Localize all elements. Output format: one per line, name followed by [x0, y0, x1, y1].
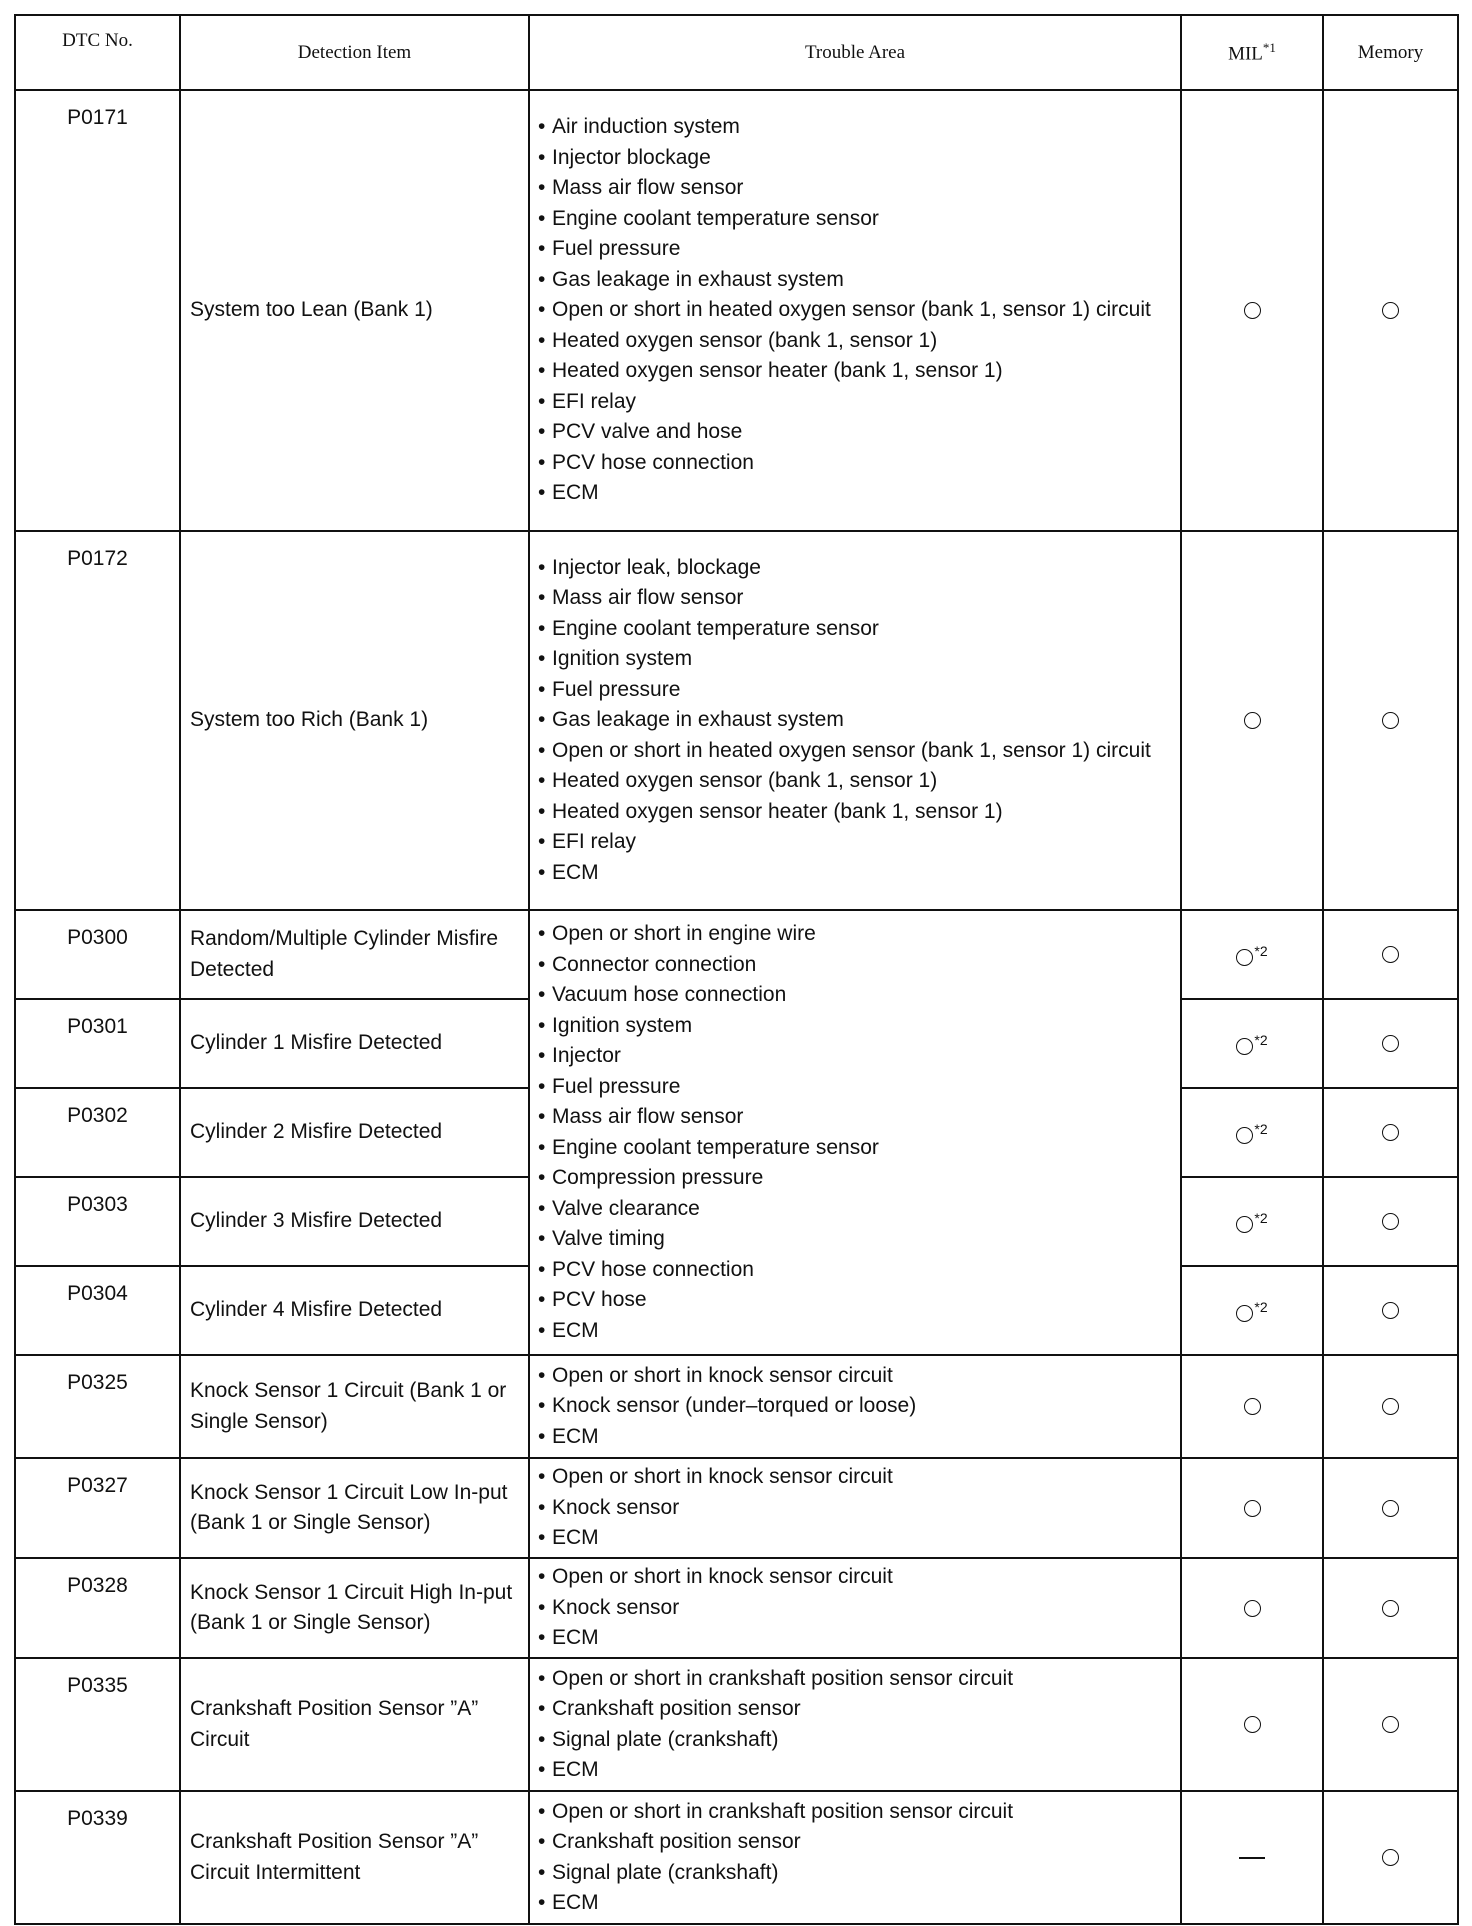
memory-cell [1323, 1458, 1458, 1558]
mil-cell [1181, 1088, 1323, 1177]
trouble-area-item: • Gas leakage in exhaust system [538, 705, 1174, 736]
mil-cell [1181, 1558, 1323, 1658]
dtc-code: P0301 [15, 999, 180, 1088]
trouble-area-item: • Injector [538, 1041, 1174, 1072]
trouble-area-item: • Air induction system [538, 112, 1174, 143]
trouble-area-item: • Injector blockage [538, 143, 1174, 174]
trouble-area-item: • ECM [538, 1523, 1174, 1554]
trouble-area-item: • Connector connection [538, 950, 1174, 981]
trouble-area-item: • Open or short in crankshaft position sensor circuit [538, 1797, 1174, 1828]
circle-mark-icon [1382, 1398, 1399, 1415]
trouble-area-item: • Ignition system [538, 1011, 1174, 1042]
circle-mark-icon [1382, 1213, 1399, 1230]
circle-mark-icon [1382, 1124, 1399, 1141]
trouble-area-item: • ECM [538, 478, 1174, 509]
trouble-area-item: • Crankshaft position sensor [538, 1827, 1174, 1858]
memory-cell [1323, 910, 1458, 999]
trouble-area-item: • Valve clearance [538, 1194, 1174, 1225]
dtc-code: P0339 [15, 1791, 180, 1924]
circle-mark-icon [1382, 302, 1399, 319]
header-mil-note: *1 [1262, 39, 1276, 55]
dtc-table [14, 14, 1459, 1925]
trouble-area-item: • Heated oxygen sensor heater (bank 1, sensor 1) [538, 797, 1174, 828]
memory-cell [1323, 1266, 1458, 1355]
circle-mark-icon [1244, 302, 1261, 319]
trouble-area-item: • Knock sensor (under–torqued or loose) [538, 1391, 1174, 1422]
trouble-area-item: • Open or short in knock sensor circuit [538, 1361, 1174, 1392]
header-row [15, 15, 1458, 90]
dtc-code: P0328 [15, 1558, 180, 1658]
trouble-area [529, 1355, 1181, 1458]
memory-cell [1323, 1658, 1458, 1791]
mil-cell [1181, 910, 1323, 999]
trouble-area-item: • Gas leakage in exhaust system [538, 265, 1174, 296]
mil-cell [1181, 90, 1323, 531]
dtc-code: P0171 [15, 90, 180, 531]
table-row [15, 1658, 1458, 1791]
header-mil-label: MIL [1228, 43, 1263, 65]
table-row [15, 90, 1458, 531]
trouble-area [529, 531, 1181, 910]
trouble-area-item: • Mass air flow sensor [538, 173, 1174, 204]
trouble-area-item: • Fuel pressure [538, 234, 1174, 265]
header-detection-item: Detection Item [180, 15, 529, 90]
circle-mark-icon [1244, 1716, 1261, 1733]
circle-mark-icon [1236, 949, 1253, 966]
mil-cell [1181, 1266, 1323, 1355]
memory-cell [1323, 1355, 1458, 1458]
mil-cell [1181, 1177, 1323, 1266]
circle-mark-icon [1244, 712, 1261, 729]
header-dtc-no: DTC No. [15, 15, 180, 90]
table-row [15, 1355, 1458, 1458]
mil-cell [1181, 1355, 1323, 1458]
trouble-area-item: • Crankshaft position sensor [538, 1694, 1174, 1725]
detection-item: Knock Sensor 1 Circuit (Bank 1 or Single Sensor) [180, 1355, 529, 1458]
table-row [15, 1558, 1458, 1658]
dtc-code: P0327 [15, 1458, 180, 1558]
circle-mark-icon [1236, 1127, 1253, 1144]
header-mil [1181, 15, 1323, 90]
dtc-code: P0304 [15, 1266, 180, 1355]
circle-mark-icon [1382, 1302, 1399, 1319]
trouble-area-item: • Heated oxygen sensor (bank 1, sensor 1) [538, 326, 1174, 357]
trouble-area-item: • Signal plate (crankshaft) [538, 1725, 1174, 1756]
header-memory: Memory [1323, 15, 1458, 90]
trouble-area [529, 1791, 1181, 1924]
detection-item: Random/Multiple Cylinder Misfire Detected [180, 910, 529, 999]
circle-mark-icon [1382, 712, 1399, 729]
trouble-area [529, 1558, 1181, 1658]
footnote-2-mark: *2 [1254, 1299, 1268, 1316]
detection-item: System too Lean (Bank 1) [180, 90, 529, 531]
trouble-area-item: • ECM [538, 858, 1174, 889]
mil-cell [1181, 531, 1323, 910]
mil-cell [1181, 1791, 1323, 1924]
detection-item: Crankshaft Position Sensor ”A” Circuit Intermittent [180, 1791, 529, 1924]
circle-mark-icon [1236, 1038, 1253, 1055]
trouble-area-item: • Knock sensor [538, 1593, 1174, 1624]
memory-cell [1323, 999, 1458, 1088]
mil-cell [1181, 1658, 1323, 1791]
memory-cell [1323, 90, 1458, 531]
circle-mark-icon [1382, 946, 1399, 963]
detection-item: Knock Sensor 1 Circuit High In-put (Bank 1 or Single Sensor) [180, 1558, 529, 1658]
trouble-area-item: • EFI relay [538, 387, 1174, 418]
footnote-2-mark: *2 [1254, 943, 1268, 960]
circle-mark-icon [1244, 1600, 1261, 1617]
detection-item: Crankshaft Position Sensor ”A” Circuit [180, 1658, 529, 1791]
detection-item: Knock Sensor 1 Circuit Low In-put (Bank 1 or Single Sensor) [180, 1458, 529, 1558]
trouble-area-item: • Vacuum hose connection [538, 980, 1174, 1011]
circle-mark-icon [1382, 1849, 1399, 1866]
trouble-area [529, 90, 1181, 531]
trouble-area-item: • Engine coolant temperature sensor [538, 1133, 1174, 1164]
trouble-area-item: • Open or short in heated oxygen sensor (bank 1, sensor 1) circuit [538, 295, 1174, 326]
footnote-2-mark: *2 [1254, 1210, 1268, 1227]
dash-mark [1239, 1857, 1265, 1859]
trouble-area-item: • Fuel pressure [538, 675, 1174, 706]
table-row [15, 1458, 1458, 1558]
dtc-code: P0325 [15, 1355, 180, 1458]
memory-cell [1323, 531, 1458, 910]
trouble-area-item: • Valve timing [538, 1224, 1174, 1255]
trouble-area-item: • Open or short in crankshaft position sensor circuit [538, 1664, 1174, 1695]
dtc-code: P0302 [15, 1088, 180, 1177]
trouble-area-item: • EFI relay [538, 827, 1174, 858]
detection-item: Cylinder 3 Misfire Detected [180, 1177, 529, 1266]
dtc-code: P0172 [15, 531, 180, 910]
trouble-area-item: • Fuel pressure [538, 1072, 1174, 1103]
circle-mark-icon [1382, 1600, 1399, 1617]
memory-cell [1323, 1791, 1458, 1924]
trouble-area-item: • Knock sensor [538, 1493, 1174, 1524]
mil-cell [1181, 999, 1323, 1088]
table-row [15, 531, 1458, 910]
trouble-area-item: • Mass air flow sensor [538, 1102, 1174, 1133]
detection-item: Cylinder 2 Misfire Detected [180, 1088, 529, 1177]
header-trouble-area: Trouble Area [529, 15, 1181, 90]
trouble-area-item: • PCV valve and hose [538, 417, 1174, 448]
trouble-area-item: • Ignition system [538, 644, 1174, 675]
circle-mark-icon [1382, 1500, 1399, 1517]
detection-item: Cylinder 1 Misfire Detected [180, 999, 529, 1088]
trouble-area-item: • ECM [538, 1755, 1174, 1786]
trouble-area-item: • Injector leak, blockage [538, 553, 1174, 584]
trouble-area-item: • Mass air flow sensor [538, 583, 1174, 614]
memory-cell [1323, 1558, 1458, 1658]
circle-mark-icon [1244, 1500, 1261, 1517]
circle-mark-icon [1244, 1398, 1261, 1415]
table-row [15, 1791, 1458, 1924]
trouble-area-item: • PCV hose connection [538, 448, 1174, 479]
trouble-area [529, 1458, 1181, 1558]
dtc-code: P0303 [15, 1177, 180, 1266]
trouble-area-item: • PCV hose [538, 1285, 1174, 1316]
dtc-code: P0300 [15, 910, 180, 999]
trouble-area-item: • ECM [538, 1888, 1174, 1919]
trouble-area [529, 1658, 1181, 1791]
trouble-area-item: • Open or short in knock sensor circuit [538, 1562, 1174, 1593]
circle-mark-icon [1382, 1035, 1399, 1052]
trouble-area [529, 910, 1181, 1355]
circle-mark-icon [1382, 1716, 1399, 1733]
detection-item: Cylinder 4 Misfire Detected [180, 1266, 529, 1355]
trouble-area-item: • ECM [538, 1422, 1174, 1453]
mil-cell [1181, 1458, 1323, 1558]
dtc-code: P0335 [15, 1658, 180, 1791]
memory-cell [1323, 1088, 1458, 1177]
trouble-area-item: • PCV hose connection [538, 1255, 1174, 1286]
trouble-area-item: • Open or short in engine wire [538, 919, 1174, 950]
circle-mark-icon [1236, 1216, 1253, 1233]
trouble-area-item: • Heated oxygen sensor heater (bank 1, sensor 1) [538, 356, 1174, 387]
table-row [15, 910, 1458, 999]
trouble-area-item: • ECM [538, 1623, 1174, 1654]
trouble-area-item: • Compression pressure [538, 1163, 1174, 1194]
trouble-area-item: • ECM [538, 1316, 1174, 1347]
footnote-2-mark: *2 [1254, 1121, 1268, 1138]
trouble-area-item: • Engine coolant temperature sensor [538, 614, 1174, 645]
trouble-area-item: • Heated oxygen sensor (bank 1, sensor 1) [538, 766, 1174, 797]
memory-cell [1323, 1177, 1458, 1266]
footnote-2-mark: *2 [1254, 1032, 1268, 1049]
detection-item: System too Rich (Bank 1) [180, 531, 529, 910]
circle-mark-icon [1236, 1305, 1253, 1322]
trouble-area-item: • Signal plate (crankshaft) [538, 1858, 1174, 1889]
trouble-area-item: • Open or short in knock sensor circuit [538, 1462, 1174, 1493]
trouble-area-item: • Engine coolant temperature sensor [538, 204, 1174, 235]
trouble-area-item: • Open or short in heated oxygen sensor (bank 1, sensor 1) circuit [538, 736, 1174, 767]
